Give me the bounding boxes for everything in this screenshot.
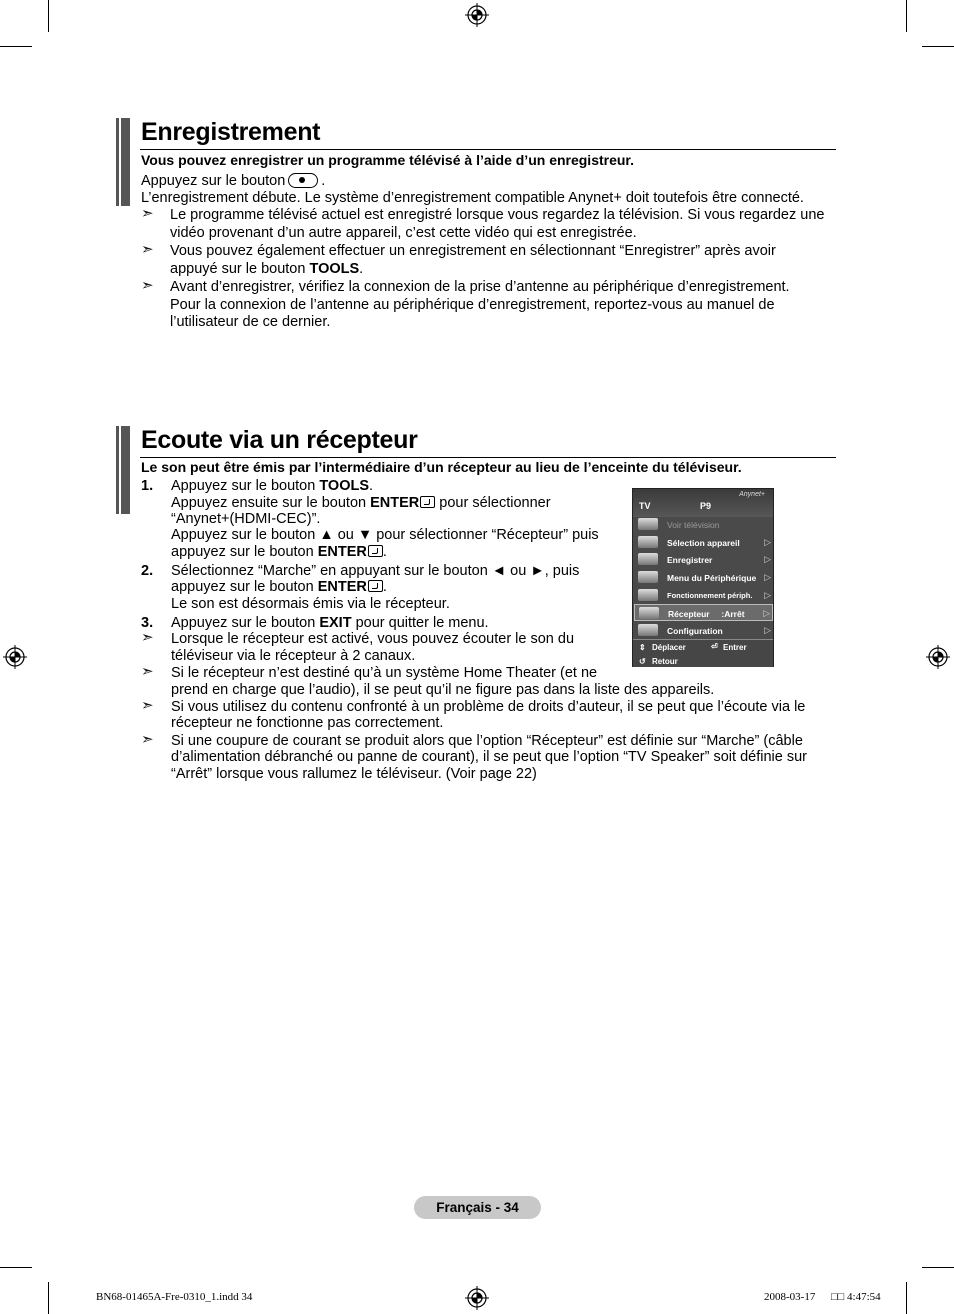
note-line: prend en charge que l’audio), il se peut qu’il ne figure pas dans la liste des appareils. xyxy=(171,682,715,698)
move-icon: ⇕ xyxy=(639,643,646,652)
enter-icon xyxy=(368,580,383,592)
chevron-right-icon: ▷ xyxy=(763,608,770,618)
step-line: Le son est désormais émis via le récepteur. xyxy=(171,596,450,612)
osd-footer-enter: Entrer xyxy=(723,643,747,652)
crop-mark xyxy=(906,0,907,32)
note-arrow-icon: ➣ xyxy=(141,277,154,294)
note-line: “Arrêt” lorsque vous rallumez le téléviseur. (Voir page 22) xyxy=(171,766,537,782)
osd-item-label: Enregistrer xyxy=(667,555,713,565)
crop-mark xyxy=(0,1267,32,1268)
crop-mark xyxy=(922,46,954,47)
step-line: Appuyez ensuite sur le bouton ENTER pour sélectionner xyxy=(171,495,551,511)
note-line: Pour la connexion de l’antenne au périphérique d’enregistrement, reportez-vous au manuel de xyxy=(170,297,775,313)
gear-icon xyxy=(638,624,658,636)
osd-item-label: Voir télévision xyxy=(667,520,720,530)
osd-footer xyxy=(633,639,773,667)
receiver-icon xyxy=(639,607,659,619)
menu-icon xyxy=(638,571,658,583)
osd-item-fonctionnement-periph[interactable] xyxy=(634,587,773,604)
crosshair-registration-icon xyxy=(926,645,950,669)
section-bar xyxy=(116,426,132,514)
osd-item-label: Configuration xyxy=(667,626,723,636)
instruction-line: Appuyez sur le bouton . xyxy=(141,173,326,189)
chevron-right-icon: ▷ xyxy=(764,625,771,635)
osd-item-label: Récepteur :Arrêt xyxy=(668,609,745,619)
osd-item-label: Sélection appareil xyxy=(667,538,740,548)
osd-tv-label: TV xyxy=(639,501,651,511)
instruction-line: L’enregistrement débute. Le système d’enregistrement compatible Anynet+ doit toutefois être connecté. xyxy=(141,190,804,206)
page-label: Français - 34 xyxy=(414,1196,541,1219)
osd-item-voir-television[interactable] xyxy=(634,516,773,533)
note-arrow-icon: ➣ xyxy=(141,697,154,714)
osd-item-configuration[interactable] xyxy=(634,622,773,639)
tv-osd-menu xyxy=(632,488,774,667)
chevron-right-icon: ▷ xyxy=(764,554,771,564)
record-icon xyxy=(638,553,658,565)
section-bar xyxy=(116,118,132,206)
note-line: Le programme télévisé actuel est enregistré lorsque vous regardez la télévision. Si vous regardez une xyxy=(170,207,825,223)
step-number: 1. xyxy=(141,478,154,494)
enter-icon: ⏎ xyxy=(711,642,718,651)
crop-mark xyxy=(922,1267,954,1268)
section-rule xyxy=(140,149,836,150)
note-line: d’alimentation débranché ou panne de courant), il se peut que l’option “TV Speaker” soit définie sur xyxy=(171,749,807,765)
footer-date: 2008-03-17 xyxy=(764,1291,816,1303)
crop-mark xyxy=(48,0,49,32)
step-line: Appuyez sur le bouton ▲ ou ▼ pour sélectionner “Récepteur” puis xyxy=(171,527,599,543)
note-line: appuyé sur le bouton TOOLS. xyxy=(170,261,364,277)
note-line: récepteur ne fonctionne pas correctement. xyxy=(171,715,444,731)
step-line: Sélectionnez “Marche” en appuyant sur le bouton ◄ ou ►, puis xyxy=(171,563,580,579)
step-line: Appuyez sur le bouton EXIT pour quitter le menu. xyxy=(171,615,489,631)
chevron-right-icon: ▷ xyxy=(764,572,771,582)
osd-item-selection-appareil[interactable] xyxy=(634,534,773,551)
step-number: 3. xyxy=(141,615,154,631)
note-line: Si le récepteur n’est destiné qu’à un système Home Theater (et ne xyxy=(171,665,598,681)
note-arrow-icon: ➣ xyxy=(141,629,154,646)
section-title: Ecoute via un récepteur xyxy=(141,426,418,454)
section-intro: Vous pouvez enregistrer un programme télévisé à l’aide d’un enregistreur. xyxy=(141,152,635,168)
crop-mark xyxy=(906,1282,907,1314)
crop-mark xyxy=(48,1282,49,1314)
step-line: appuyez sur le bouton ENTER . xyxy=(171,579,387,595)
note-line: Avant d’enregistrer, vérifiez la connexion de la prise d’antenne au périphérique d’enregistrement. xyxy=(170,279,790,295)
note-line: Lorsque le récepteur est activé, vous pouvez écouter le son du xyxy=(171,631,575,647)
osd-item-enregistrer[interactable] xyxy=(634,551,773,568)
step-line: Appuyez sur le bouton TOOLS. xyxy=(171,478,374,494)
section-rule xyxy=(140,457,836,458)
footer-time: □□ 4:47:54 xyxy=(831,1291,881,1303)
crosshair-registration-icon xyxy=(465,3,489,27)
operation-icon xyxy=(638,589,658,601)
crop-mark xyxy=(0,46,32,47)
step-line: appuyez sur le bouton ENTER . xyxy=(171,544,387,560)
step-line: “Anynet+(HDMI-CEC)”. xyxy=(171,511,321,527)
note-line: Si une coupure de courant se produit alors que l’option “Récepteur” est définie sur “Marche” (câble xyxy=(171,733,803,749)
osd-channel: P9 xyxy=(700,501,712,511)
anynet-logo: Anynet+ xyxy=(739,491,765,498)
device-icon xyxy=(638,536,658,548)
osd-footer-move: Déplacer xyxy=(652,643,686,652)
note-arrow-icon: ➣ xyxy=(141,205,154,222)
step-number: 2. xyxy=(141,563,154,579)
enter-icon xyxy=(368,545,383,557)
note-arrow-icon: ➣ xyxy=(141,731,154,748)
note-line: téléviseur via le récepteur à 2 canaux. xyxy=(171,648,416,664)
note-arrow-icon: ➣ xyxy=(141,241,154,258)
note-line: l’utilisateur de ce dernier. xyxy=(170,314,331,330)
note-arrow-icon: ➣ xyxy=(141,663,154,680)
section-title: Enregistrement xyxy=(141,118,321,146)
osd-item-menu-peripherique[interactable] xyxy=(634,569,773,586)
chevron-right-icon: ▷ xyxy=(764,537,771,547)
note-line: vidéo provenant d’un autre appareil, c’est cette vidéo qui est enregistrée. xyxy=(170,225,637,241)
record-button-icon xyxy=(288,173,318,188)
osd-item-label: Fonctionnement périph. xyxy=(667,591,753,600)
chevron-right-icon: ▷ xyxy=(764,590,771,600)
crosshair-registration-icon xyxy=(465,1286,489,1310)
osd-item-recepteur[interactable] xyxy=(634,604,773,621)
tv-icon xyxy=(638,518,658,530)
osd-item-label: Menu du Périphérique xyxy=(667,573,757,583)
return-icon: ↺ xyxy=(639,657,646,666)
note-line: Vous pouvez également effectuer un enregistrement en sélectionnant “Enregistrer” après avoir xyxy=(170,243,776,259)
enter-icon xyxy=(420,496,435,508)
osd-header xyxy=(633,489,773,517)
note-line: Si vous utilisez du contenu confronté à un problème de droits d’auteur, il se peut que l’écoute via le xyxy=(171,699,806,715)
section-intro: Le son peut être émis par l’intermédiaire d’un récepteur au lieu de l’enceinte du téléviseur. xyxy=(141,459,742,475)
footer-file: BN68-01465A-Fre-0310_1.indd 34 xyxy=(96,1291,253,1303)
crosshair-registration-icon xyxy=(3,645,27,669)
osd-footer-back: Retour xyxy=(652,657,678,666)
